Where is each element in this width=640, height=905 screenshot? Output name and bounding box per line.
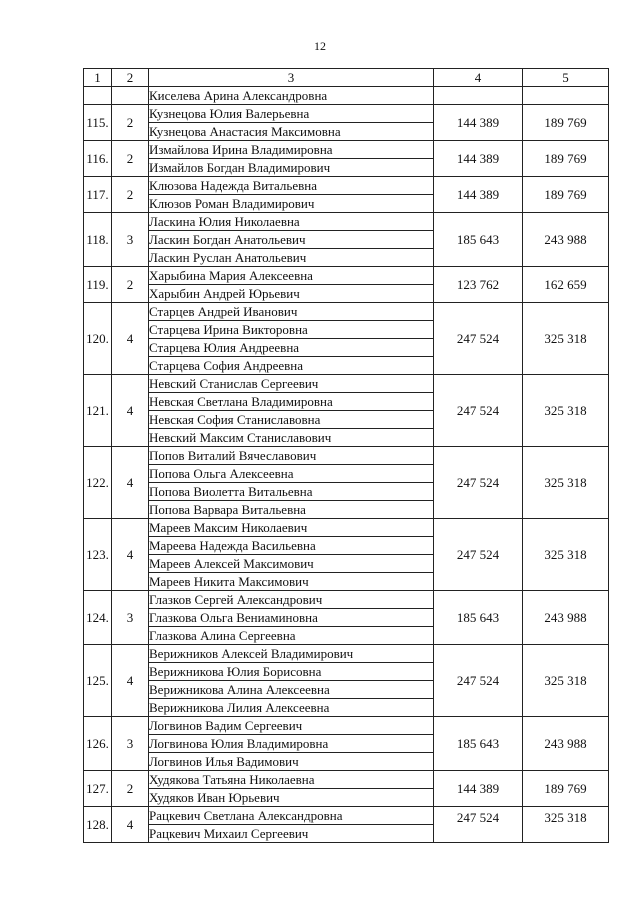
amount-col5: 325 318 <box>523 807 609 843</box>
family-member-row <box>84 105 609 123</box>
family-number: 128. <box>84 807 112 843</box>
amount-col5: 162 659 <box>523 267 609 303</box>
member-name: Попов Виталий Вячеславович <box>149 447 434 465</box>
amount-col4: 123 762 <box>434 267 523 303</box>
family-number: 120. <box>84 303 112 375</box>
family-number: 121. <box>84 375 112 447</box>
family-number: 122. <box>84 447 112 519</box>
continued-row <box>84 87 609 105</box>
member-name: Кузнецова Юлия Валерьевна <box>149 105 434 123</box>
family-number: 124. <box>84 591 112 645</box>
family-member-row <box>84 717 609 735</box>
members-count: 3 <box>112 591 149 645</box>
member-name: Рацкевич Михаил Сергеевич <box>149 825 434 843</box>
members-count: 4 <box>112 375 149 447</box>
member-name: Верижникова Лилия Алексеевна <box>149 699 434 717</box>
members-count: 4 <box>112 519 149 591</box>
member-name: Невский Станислав Сергеевич <box>149 375 434 393</box>
members-count: 2 <box>112 771 149 807</box>
family-number: 117. <box>84 177 112 213</box>
amount-col4: 144 389 <box>434 141 523 177</box>
family-number: 119. <box>84 267 112 303</box>
member-name: Старцева Ирина Викторовна <box>149 321 434 339</box>
family-member-row <box>84 645 609 663</box>
member-name: Глазков Сергей Александрович <box>149 591 434 609</box>
member-name: Глазкова Алина Сергеевна <box>149 627 434 645</box>
amount-col5: 189 769 <box>523 771 609 807</box>
member-name: Старцева Юлия Андреевна <box>149 339 434 357</box>
members-count: 3 <box>112 213 149 267</box>
member-name: Старцева София Андреевна <box>149 357 434 375</box>
family-member-row <box>84 375 609 393</box>
members-count: 4 <box>112 645 149 717</box>
member-name: Ласкин Руслан Анатольевич <box>149 249 434 267</box>
member-name: Логвинова Юлия Владимировна <box>149 735 434 753</box>
page-number: 12 <box>314 39 326 53</box>
family-registry-table <box>83 68 609 843</box>
member-name: Мареев Максим Николаевич <box>149 519 434 537</box>
amount-col5: 243 988 <box>523 213 609 267</box>
family-number: 118. <box>84 213 112 267</box>
member-name: Глазкова Ольга Вениаминовна <box>149 609 434 627</box>
amount-col5: 325 318 <box>523 447 609 519</box>
members-count: 2 <box>112 177 149 213</box>
amount-col5: 325 318 <box>523 519 609 591</box>
family-member-row <box>84 771 609 789</box>
family-member-row <box>84 213 609 231</box>
header-row <box>84 69 609 87</box>
header-cell: 5 <box>523 69 609 87</box>
family-number: 127. <box>84 771 112 807</box>
member-name: Верижникова Юлия Борисовна <box>149 663 434 681</box>
amount-col5: 243 988 <box>523 591 609 645</box>
member-name: Мареев Никита Максимович <box>149 573 434 591</box>
members-count: 2 <box>112 141 149 177</box>
members-count: 4 <box>112 807 149 843</box>
member-name: Клюзов Роман Владимирович <box>149 195 434 213</box>
member-name: Невская Светлана Владимировна <box>149 393 434 411</box>
members-count: 4 <box>112 303 149 375</box>
empty-cell <box>434 87 523 105</box>
family-number: 116. <box>84 141 112 177</box>
member-name: Харыбина Мария Алексеевна <box>149 267 434 285</box>
family-member-row <box>84 177 609 195</box>
member-name: Рацкевич Светлана Александровна <box>149 807 434 825</box>
header-cell: 3 <box>149 69 434 87</box>
member-name: Харыбин Андрей Юрьевич <box>149 285 434 303</box>
member-name: Попова Варвара Витальевна <box>149 501 434 519</box>
amount-col4: 144 389 <box>434 771 523 807</box>
member-name: Логвинов Илья Вадимович <box>149 753 434 771</box>
amount-col5: 189 769 <box>523 177 609 213</box>
empty-cell <box>523 87 609 105</box>
member-name: Верижникова Алина Алексеевна <box>149 681 434 699</box>
member-name: Ласкин Богдан Анатольевич <box>149 231 434 249</box>
family-member-row <box>84 807 609 825</box>
member-name: Ласкина Юлия Николаевна <box>149 213 434 231</box>
member-name: Измайлов Богдан Владимирович <box>149 159 434 177</box>
empty-cell <box>84 87 112 105</box>
amount-col4: 247 524 <box>434 447 523 519</box>
amount-col5: 325 318 <box>523 645 609 717</box>
member-name: Киселева Арина Александровна <box>149 87 434 105</box>
member-name: Худяков Иван Юрьевич <box>149 789 434 807</box>
family-number: 123. <box>84 519 112 591</box>
members-count: 2 <box>112 267 149 303</box>
amount-col4: 247 524 <box>434 519 523 591</box>
member-name: Попова Виолетта Витальевна <box>149 483 434 501</box>
family-number: 115. <box>84 105 112 141</box>
members-count: 3 <box>112 717 149 771</box>
member-name: Клюзова Надежда Витальевна <box>149 177 434 195</box>
member-name: Измайлова Ирина Владимировна <box>149 141 434 159</box>
amount-col4: 247 524 <box>434 375 523 447</box>
header-cell: 1 <box>84 69 112 87</box>
member-name: Мареева Надежда Васильевна <box>149 537 434 555</box>
amount-col4: 185 643 <box>434 213 523 267</box>
amount-col5: 243 988 <box>523 717 609 771</box>
family-member-row <box>84 591 609 609</box>
family-member-row <box>84 447 609 465</box>
family-member-row <box>84 519 609 537</box>
member-name: Кузнецова Анастасия Максимовна <box>149 123 434 141</box>
amount-col4: 185 643 <box>434 591 523 645</box>
amount-col5: 325 318 <box>523 303 609 375</box>
member-name: Невский Максим Станиславович <box>149 429 434 447</box>
amount-col5: 189 769 <box>523 141 609 177</box>
family-member-row <box>84 141 609 159</box>
member-name: Невская София Станиславовна <box>149 411 434 429</box>
amount-col4: 247 524 <box>434 645 523 717</box>
family-member-row <box>84 303 609 321</box>
amount-col4: 247 524 <box>434 807 523 843</box>
amount-col5: 189 769 <box>523 105 609 141</box>
members-count: 2 <box>112 105 149 141</box>
amount-col4: 247 524 <box>434 303 523 375</box>
header-cell: 2 <box>112 69 149 87</box>
family-number: 126. <box>84 717 112 771</box>
member-name: Верижников Алексей Владимирович <box>149 645 434 663</box>
member-name: Попова Ольга Алексеевна <box>149 465 434 483</box>
member-name: Мареев Алексей Максимович <box>149 555 434 573</box>
member-name: Старцев Андрей Иванович <box>149 303 434 321</box>
header-cell: 4 <box>434 69 523 87</box>
family-member-row <box>84 267 609 285</box>
amount-col4: 144 389 <box>434 105 523 141</box>
member-name: Логвинов Вадим Сергеевич <box>149 717 434 735</box>
amount-col4: 185 643 <box>434 717 523 771</box>
family-number: 125. <box>84 645 112 717</box>
member-name: Худякова Татьяна Николаевна <box>149 771 434 789</box>
members-count: 4 <box>112 447 149 519</box>
amount-col5: 325 318 <box>523 375 609 447</box>
amount-col4: 144 389 <box>434 177 523 213</box>
empty-cell <box>112 87 149 105</box>
